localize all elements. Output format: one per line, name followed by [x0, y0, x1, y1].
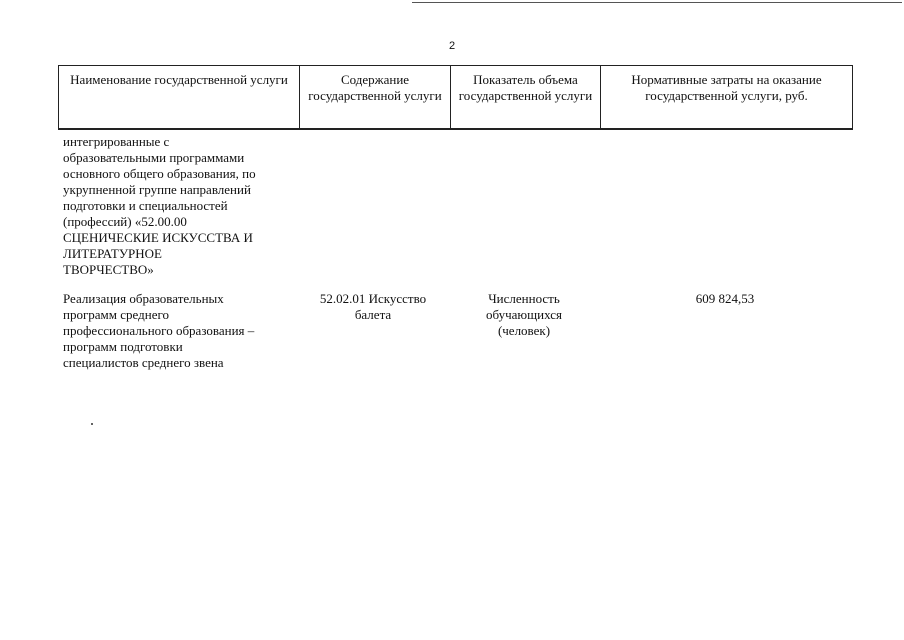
text-line: программ подготовки: [63, 339, 183, 354]
text-line: 52.02.01 Искусство: [319, 291, 427, 306]
text-line: интегрированные с: [63, 134, 170, 149]
text-line: (профессий) «52.00.00: [63, 214, 187, 229]
header-normative-costs: Нормативные затраты на оказание государственной услуги, руб.: [601, 66, 853, 130]
text-line: ЛИТЕРАТУРНОЕ: [63, 246, 162, 261]
text-line: Численность: [488, 291, 560, 306]
text-line: Реализация образовательных: [63, 291, 224, 306]
service-name-cell: [63, 291, 295, 371]
text-line: обучающихся: [486, 307, 562, 322]
service-content-cell: [300, 291, 446, 323]
top-scan-rule: [412, 2, 902, 3]
text-line: СЦЕНИЧЕСКИЕ ИСКУССТВА И: [63, 230, 253, 245]
text-line: профессионального образования –: [63, 323, 255, 338]
continuation-text: [63, 134, 295, 278]
text-line: специалистов среднего звена: [63, 355, 224, 370]
text-line: программ среднего: [63, 307, 169, 322]
text-line: подготовки и специальностей: [63, 198, 228, 213]
text-line: укрупненной группе направлений: [63, 182, 251, 197]
normative-cost-cell: [600, 291, 850, 307]
header-service-name: Наименование государственной услуги: [59, 66, 300, 130]
text-line: образовательными программами: [63, 150, 245, 165]
text-line: основного общего образования, по: [63, 166, 256, 181]
header-service-content: Содержание государственной услуги: [300, 66, 451, 130]
text-line: ТВОРЧЕСТВО»: [63, 262, 154, 277]
header-volume-indicator: Показатель объема государственной услуги: [451, 66, 601, 130]
services-table-header: [58, 65, 853, 130]
text-line: (человек): [497, 323, 551, 338]
page-number: 2: [448, 40, 456, 52]
text-line: балета: [354, 307, 392, 322]
scan-speck: [91, 423, 93, 425]
cost-value: 609 824,53: [695, 291, 755, 306]
volume-indicator-cell: [452, 291, 596, 339]
